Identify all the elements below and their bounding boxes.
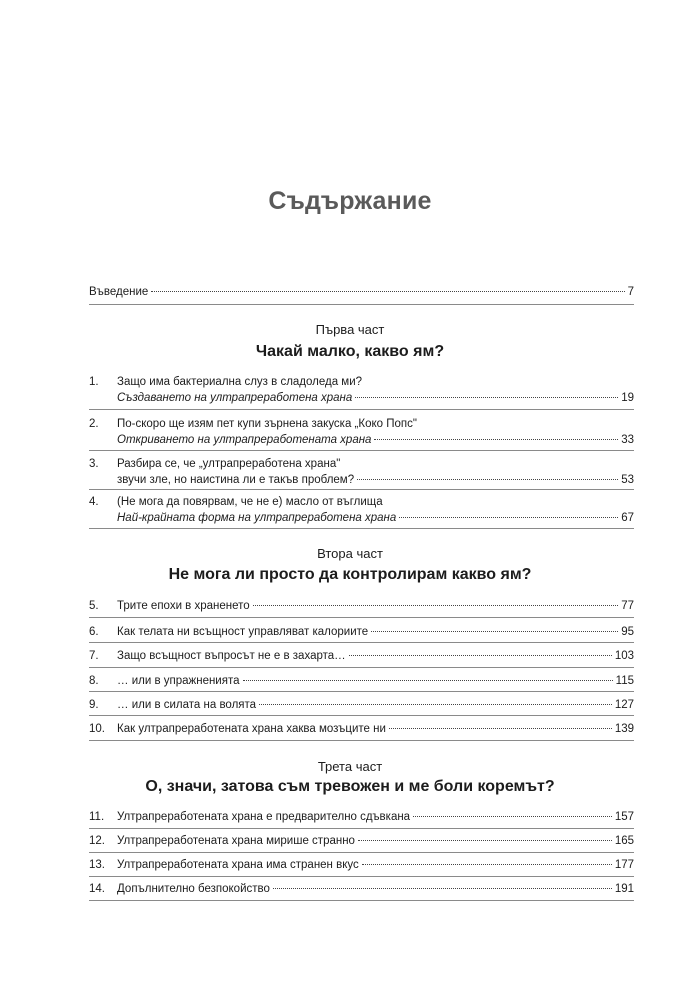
divider [89,450,634,451]
toc-entry[interactable] [89,456,634,488]
dot-leader [273,887,612,889]
toc-entry[interactable] [89,648,634,664]
dot-leader [371,630,618,632]
dot-leader [357,478,618,480]
entry-text: Защо всъщност въпросът не е в захарта… [117,650,346,662]
toc-entry[interactable] [89,857,634,873]
part-label: Трета част [317,759,383,774]
entry-number: 2. [89,418,99,430]
entry-text: Как телата ни всъщност управляват калориите [117,626,369,638]
entry-text: Защо има бактериална слуз в сладоледа ми? [117,376,363,388]
dot-leader [413,815,612,817]
entry-text: Допълнително безпокойство [117,883,270,895]
toc-entry[interactable] [89,598,634,614]
entry-text: По-скоро ще изям пет купи зърнена закуска „Коко Попс" [117,418,417,430]
divider [89,617,634,618]
divider [89,715,634,716]
entry-text: Трите епохи в храненето [117,600,250,612]
entry-number: 11. [89,811,105,823]
toc-entry[interactable] [89,624,634,640]
entry-subtitle: Най-крайната форма на ултрапреработена храна [117,512,397,524]
page-number: 67 [621,512,634,524]
page-number: 177 [614,859,634,871]
page-number: 53 [621,474,634,486]
divider [89,828,634,829]
page-title: Съдържание [268,187,432,215]
entry-number: 6. [89,626,99,638]
divider [89,642,634,643]
dot-leader [389,727,612,729]
entry-number: 8. [89,675,99,687]
page-number: 33 [621,434,634,446]
divider [89,667,634,668]
toc-entry[interactable] [89,494,634,526]
divider [89,489,634,490]
divider [89,900,634,901]
entry-text: Ултрапреработената храна има странен вкус [117,859,359,871]
part-label: Първа част [315,322,385,337]
entry-text: Въведение [89,286,149,298]
page-number: 191 [614,883,634,895]
entry-subtitle: Създаването на ултрапреработена храна [117,392,353,404]
page-number: 103 [614,650,634,662]
dot-leader [259,703,612,705]
divider [89,740,634,741]
page-number: 95 [621,626,634,638]
entry-text: Разбира се, че „ултрапреработена храна" [117,458,341,470]
dot-leader [253,604,619,606]
divider [89,852,634,853]
toc-entry-intro[interactable] [89,284,634,300]
page-number: 19 [621,392,634,404]
entry-number: 7. [89,650,99,662]
toc-entry[interactable] [89,673,634,689]
toc-entry[interactable] [89,809,634,825]
dot-leader [358,839,612,841]
page-number: 77 [621,600,634,612]
entry-text: Как ултрапреработената храна хаква мозъците ни [117,723,386,735]
divider [89,876,634,877]
page-number: 139 [614,723,634,735]
entry-text: Ултрапреработената храна мирише странно [117,835,355,847]
page-number: 165 [614,835,634,847]
part-title: О, значи, затова съм тревожен и ме боли коремът? [145,778,555,795]
divider [89,304,634,305]
entry-number: 13. [89,859,105,871]
dot-leader [374,438,618,440]
entry-text: Ултрапреработената храна е предварително сдъвкана [117,811,411,823]
toc-entry[interactable] [89,833,634,849]
part-label: Втора част [317,546,383,561]
entry-text-continued: звучи зле, но наистина ли е такъв проблем? [117,474,355,486]
entry-text: … или в силата на волята [117,699,257,711]
page-number: 115 [615,675,634,687]
dot-leader [399,516,618,518]
entry-number: 9. [89,699,99,711]
entry-text: … или в упражненията [117,675,240,687]
dot-leader [243,679,613,681]
entry-number: 4. [89,496,99,508]
dot-leader [362,863,612,865]
divider [89,691,634,692]
entry-number: 10. [89,723,105,735]
divider [89,528,634,529]
dot-leader [151,290,624,292]
page-number: 127 [614,699,634,711]
toc-entry[interactable] [89,416,634,448]
dot-leader [355,396,618,398]
entry-number: 14. [89,883,105,895]
toc-entry[interactable] [89,697,634,713]
toc-entry[interactable] [89,721,634,737]
part-title: Чакай малко, какво ям? [255,343,445,360]
part-title: Не мога ли просто да контролирам какво ям? [168,566,532,583]
entry-number: 1. [89,376,99,388]
page-number: 157 [614,811,634,823]
toc-entry[interactable] [89,881,634,897]
entry-number: 3. [89,458,99,470]
toc-entry[interactable] [89,374,634,406]
entry-number: 5. [89,600,99,612]
divider [89,409,634,410]
page-number: 7 [627,286,634,298]
dot-leader [349,654,612,656]
entry-number: 12. [89,835,105,847]
entry-subtitle: Откриването на ултрапреработената храна [117,434,372,446]
entry-text: (Не мога да повярвам, че не е) масло от въглища [117,496,383,508]
